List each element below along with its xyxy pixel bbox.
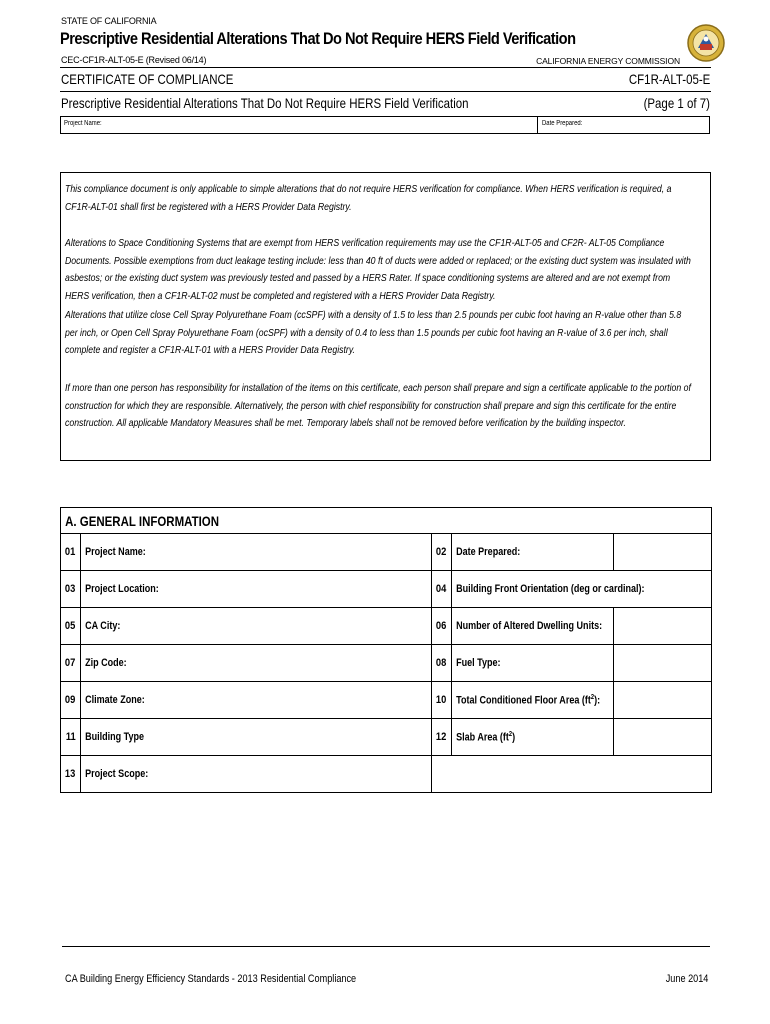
table-row	[61, 645, 712, 682]
section-header-cell	[61, 508, 712, 534]
value-cell[interactable]	[614, 682, 712, 719]
footer-date: June 2014	[665, 973, 708, 985]
notice-paragraph: If more than one person has responsibility for installation of the items on this certificate, each person shall prepare and sign a certificate applicable to the portion of construction for which they are responsible. Alternatively, the person with chief responsibility for construction shall prepare and sign this certificate for the entire construction. All applicable Mandatory Measures shall be met. Temporary labels shall not be removed before verification by the building inspector.	[65, 382, 691, 429]
footer-standards-label: CA Building Energy Efficiency Standards - 2013 Residential Compliance	[65, 973, 357, 985]
row-number: 05	[61, 608, 81, 645]
value-cell[interactable]	[614, 608, 712, 645]
certificate-code: CF1R-ALT-05-E	[628, 71, 710, 87]
state-label: STATE OF CALIFORNIA	[61, 16, 157, 26]
field-label[interactable]: CA City:	[81, 608, 432, 645]
field-label[interactable]: Building Front Orientation (deg or cardinal):	[452, 571, 712, 608]
field-label[interactable]: Building Type	[81, 719, 432, 756]
general-information-table	[60, 507, 712, 793]
table-row	[61, 571, 712, 608]
notice-box	[60, 172, 711, 461]
row-number: 02	[432, 534, 452, 571]
certificate-subtitle: Prescriptive Residential Alterations That Do Not Require HERS Field Verification	[61, 95, 469, 111]
project-name-label: Project Name:	[64, 120, 102, 127]
footer-rule	[62, 946, 710, 947]
field-label[interactable]: Zip Code:	[81, 645, 432, 682]
value-cell[interactable]	[614, 645, 712, 682]
value-cell[interactable]	[614, 534, 712, 571]
document-title: Prescriptive Residential Alterations That Do Not Require HERS Field Verification	[60, 29, 576, 48]
table-row	[61, 682, 712, 719]
header-rule	[60, 67, 711, 68]
row-number: 13	[61, 756, 81, 793]
field-label[interactable]: Total Conditioned Floor Area $(ft^2)$:	[452, 682, 614, 719]
row-number: 01	[61, 534, 81, 571]
notice-paragraph: Alterations that utilize close Cell Spray Polyurethane Foam (ccSPF) with a density of 1.5 to less than 2.5 pounds per cubic foot having an R-value other than 5.8 per inch, or Open Cell Spray Polyurethane Foam (ocSPF) with a density of 0.4 to less than 1.5 pounds per cubic foot having an R-value of 3.6 per inch, shall complete and register a CF1R-ALT-01 with a HERS Provider Data Registry.	[65, 309, 682, 356]
field-label[interactable]: Slab Area $(ft^2)$	[452, 719, 614, 756]
form-code: CEC-CF1R-ALT-05-E (Revised 06/14)	[61, 55, 207, 65]
field-label[interactable]: Number of Altered Dwelling Units:	[452, 608, 614, 645]
date-prepared-label: Date Prepared:	[542, 120, 583, 127]
field-label[interactable]: Date Prepared:	[452, 534, 614, 571]
row-number: 08	[432, 645, 452, 682]
field-label[interactable]: Project Name:	[81, 534, 432, 571]
table-row	[61, 719, 712, 756]
row-number: 07	[61, 645, 81, 682]
notice-paragraph: Alterations to Space Conditioning Systems that are exempt from HERS verification requirements may use the CF1R-ALT-05 and CF2R- ALT-05 Compliance Documents. Possible exemptions from duct leakage testing include: less than 40 ft of ducts were added or replaced; or the existing duct system was insulated with asbestos; or the existing duct system was previously tested and passed by a HERS Rater. If space conditioning systems are altered and are not exempt from HERS verification, then a CF1R-ALT-02 must be completed and registered with a HERS Provider Data Registry.	[65, 237, 691, 302]
field-label[interactable]: Climate Zone:	[81, 682, 432, 719]
page-number: (Page 1 of 7)	[643, 95, 710, 111]
row-number: 04	[432, 571, 452, 608]
row-number: 12	[432, 719, 452, 756]
info-box-divider	[537, 117, 538, 133]
value-cell[interactable]	[614, 719, 712, 756]
row-number: 10	[432, 682, 452, 719]
table-row	[61, 608, 712, 645]
row-number: 11	[61, 719, 81, 756]
title-divider	[60, 91, 711, 92]
table-row	[61, 756, 712, 793]
field-label[interactable]: Project Location:	[81, 571, 432, 608]
field-label[interactable]: Project Scope:	[81, 756, 432, 793]
value-cell[interactable]	[432, 756, 712, 793]
project-info-box	[60, 116, 710, 134]
row-number: 09	[61, 682, 81, 719]
section-title: A. GENERAL INFORMATION	[65, 512, 220, 529]
row-number: 03	[61, 571, 81, 608]
agency-name: CALIFORNIA ENERGY COMMISSION	[536, 56, 680, 66]
row-number: 06	[432, 608, 452, 645]
section-header-row	[61, 508, 712, 534]
table-row	[61, 534, 712, 571]
field-label[interactable]: Fuel Type:	[452, 645, 614, 682]
state-seal-icon	[686, 22, 726, 64]
notice-paragraph: This compliance document is only applicable to simple alterations that do not require HERS verification for compliance. When HERS verification is required, a CF1R-ALT-01 shall first be registered with a HERS Provider Data Registry.	[65, 183, 672, 213]
certificate-title: CERTIFICATE OF COMPLIANCE	[61, 71, 234, 87]
